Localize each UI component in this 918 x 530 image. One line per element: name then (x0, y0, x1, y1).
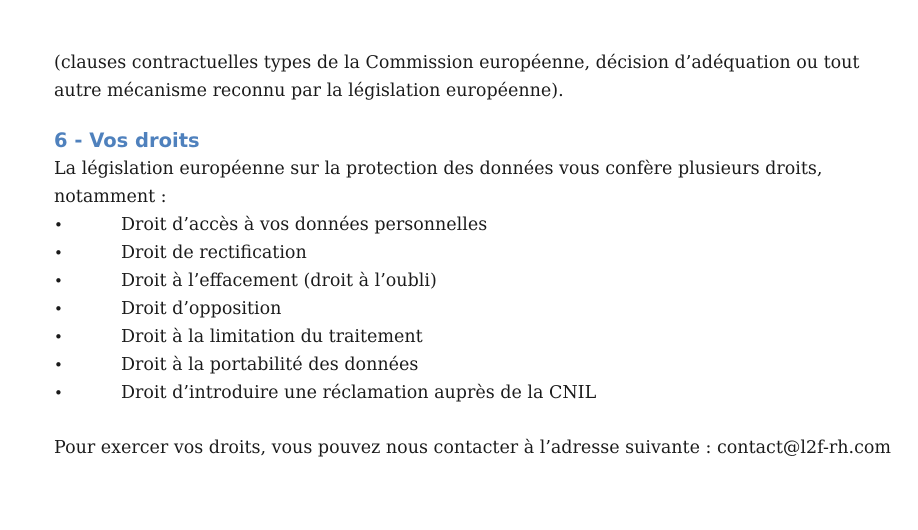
list-item (54, 239, 898, 267)
section-heading: 6 - Vos droits (54, 129, 200, 152)
bullet-icon: • (54, 244, 63, 262)
bullet-icon: • (54, 272, 63, 290)
list-item-label: Droit à l’effacement (droit à l’oubli) (121, 271, 437, 291)
list-item (54, 295, 898, 323)
bullet-icon: • (54, 328, 63, 346)
list-item (54, 323, 898, 351)
bullet-icon: • (54, 384, 63, 402)
bullet-icon: • (54, 300, 63, 318)
list-item (54, 267, 898, 295)
list-item-label: Droit d’introduire une réclamation auprès de la CNIL (121, 383, 597, 403)
list-item-label: Droit à la limitation du traitement (121, 327, 423, 347)
section-lead-paragraph: La législation européenne sur la protection des données vous confère plusieurs droits, notamment : (54, 159, 823, 207)
list-item-label: Droit à la portabilité des données (121, 355, 419, 375)
list-item (54, 379, 898, 407)
list-item-label: Droit d’opposition (121, 299, 282, 319)
list-item (54, 211, 898, 239)
list-item (54, 351, 898, 379)
closing-paragraph: Pour exercer vos droits, vous pouvez nous contacter à l’adresse suivante : contact@l2f-rh.com (54, 438, 892, 458)
rights-list (54, 211, 898, 407)
bullet-icon: • (54, 356, 63, 374)
intro-paragraph: (clauses contractuelles types de la Commission européenne, décision d’adéquation ou tout autre mécanisme reconnu par la législation européenne). (54, 53, 860, 101)
list-item-label: Droit d’accès à vos données personnelles (121, 215, 488, 235)
bullet-icon: • (54, 216, 63, 234)
list-item-label: Droit de rectification (121, 243, 307, 263)
